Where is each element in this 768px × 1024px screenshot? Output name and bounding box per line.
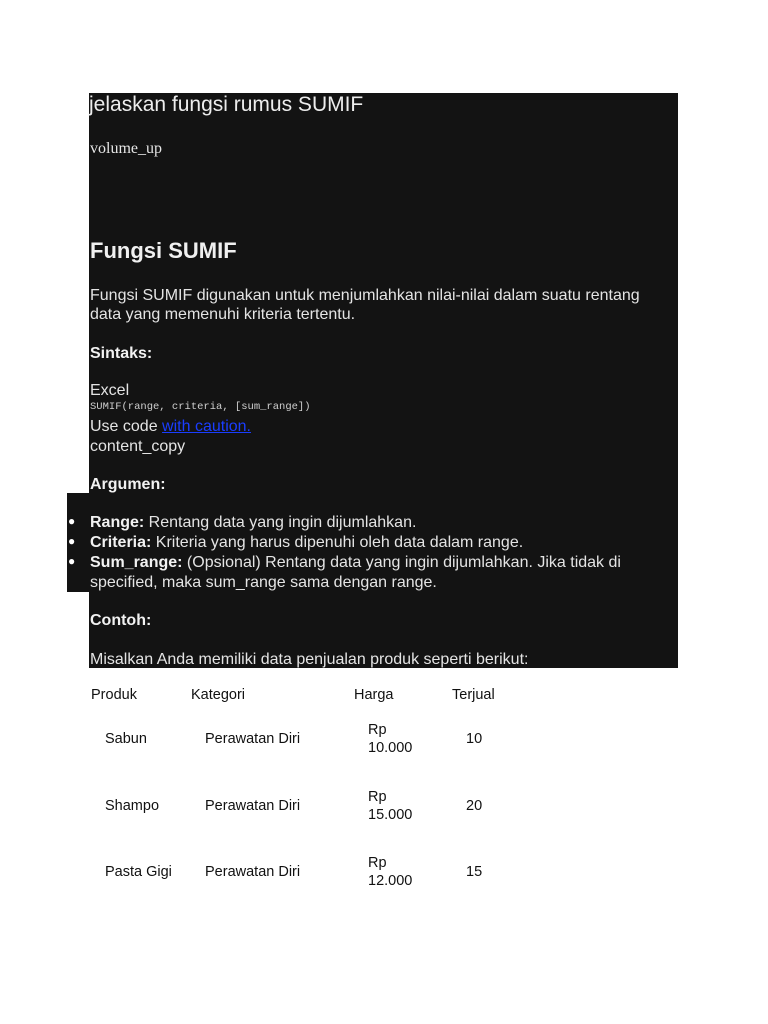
code-language: Excel <box>90 382 130 399</box>
table-cell-kategori: Perawatan Diri <box>205 798 301 814</box>
bullet-dot: ● <box>68 534 76 548</box>
table-cell-terjual: 10 <box>466 731 483 747</box>
table-header-kategori: Kategori <box>191 687 246 703</box>
table-cell-harga <box>368 854 412 890</box>
table-cell-kategori: Perawatan Diri <box>205 864 301 880</box>
argument-desc: Rentang data yang ingin dijumlahkan. <box>144 514 417 531</box>
harga-amount: 12.000 <box>368 873 413 889</box>
table-header-terjual: Terjual <box>452 687 495 703</box>
harga-currency: Rp <box>368 855 387 871</box>
caution-link[interactable]: with caution. <box>162 418 251 435</box>
syntax-heading: Sintaks: <box>90 345 153 362</box>
section-heading: Fungsi SUMIF <box>90 238 237 263</box>
user-question: jelaskan fungsi rumus SUMIF <box>89 93 364 116</box>
example-heading: Contoh: <box>90 612 152 629</box>
intro-line-1: Fungsi SUMIF digunakan untuk menjumlahkan nilai-nilai dalam suatu rentang <box>90 287 640 304</box>
harga-currency: Rp <box>368 722 387 738</box>
table-header-produk: Produk <box>91 687 137 703</box>
argument-criteria <box>90 533 523 552</box>
table-cell-produk: Pasta Gigi <box>105 864 172 880</box>
argument-range <box>90 513 416 532</box>
argument-desc: (Opsional) Rentang data yang ingin dijumlahkan. Jika tidak di <box>182 554 621 571</box>
argument-desc: Kriteria yang harus dipenuhi oleh data dalam range. <box>151 534 524 551</box>
table-header-harga: Harga <box>354 687 394 703</box>
intro-line-2: data yang memenuhi kriteria tertentu. <box>90 306 356 323</box>
harga-amount: 15.000 <box>368 807 413 823</box>
table-cell-terjual: 20 <box>466 798 483 814</box>
table-cell-produk: Shampo <box>105 798 160 814</box>
code-snippet: SUMIF(range, criteria, [sum_range]) <box>90 401 311 413</box>
volume-up-icon[interactable]: volume_up <box>90 140 162 157</box>
table-cell-terjual: 15 <box>466 864 483 880</box>
argument-sum-range <box>90 553 621 572</box>
table-cell-harga <box>368 721 412 757</box>
use-code-prefix: Use code <box>90 418 163 435</box>
example-intro: Misalkan Anda memiliki data penjualan produk seperti berikut: <box>90 651 529 668</box>
table-cell-harga <box>368 788 412 824</box>
argument-sum-range-cont: specified, maka sum_range sama dengan range. <box>90 574 437 591</box>
use-code-note <box>90 417 251 436</box>
arguments-heading: Argumen: <box>90 476 166 493</box>
bullet-dot: ● <box>68 514 76 528</box>
harga-amount: 10.000 <box>368 740 413 756</box>
argument-term: Sum_range: <box>90 554 183 571</box>
content-copy-icon[interactable]: content_copy <box>90 438 186 455</box>
table-cell-kategori: Perawatan Diri <box>205 731 301 747</box>
argument-term: Range: <box>90 514 145 531</box>
argument-term: Criteria: <box>90 534 152 551</box>
bullet-dot: ● <box>68 554 76 568</box>
table-cell-produk: Sabun <box>105 731 147 747</box>
harga-currency: Rp <box>368 789 387 805</box>
